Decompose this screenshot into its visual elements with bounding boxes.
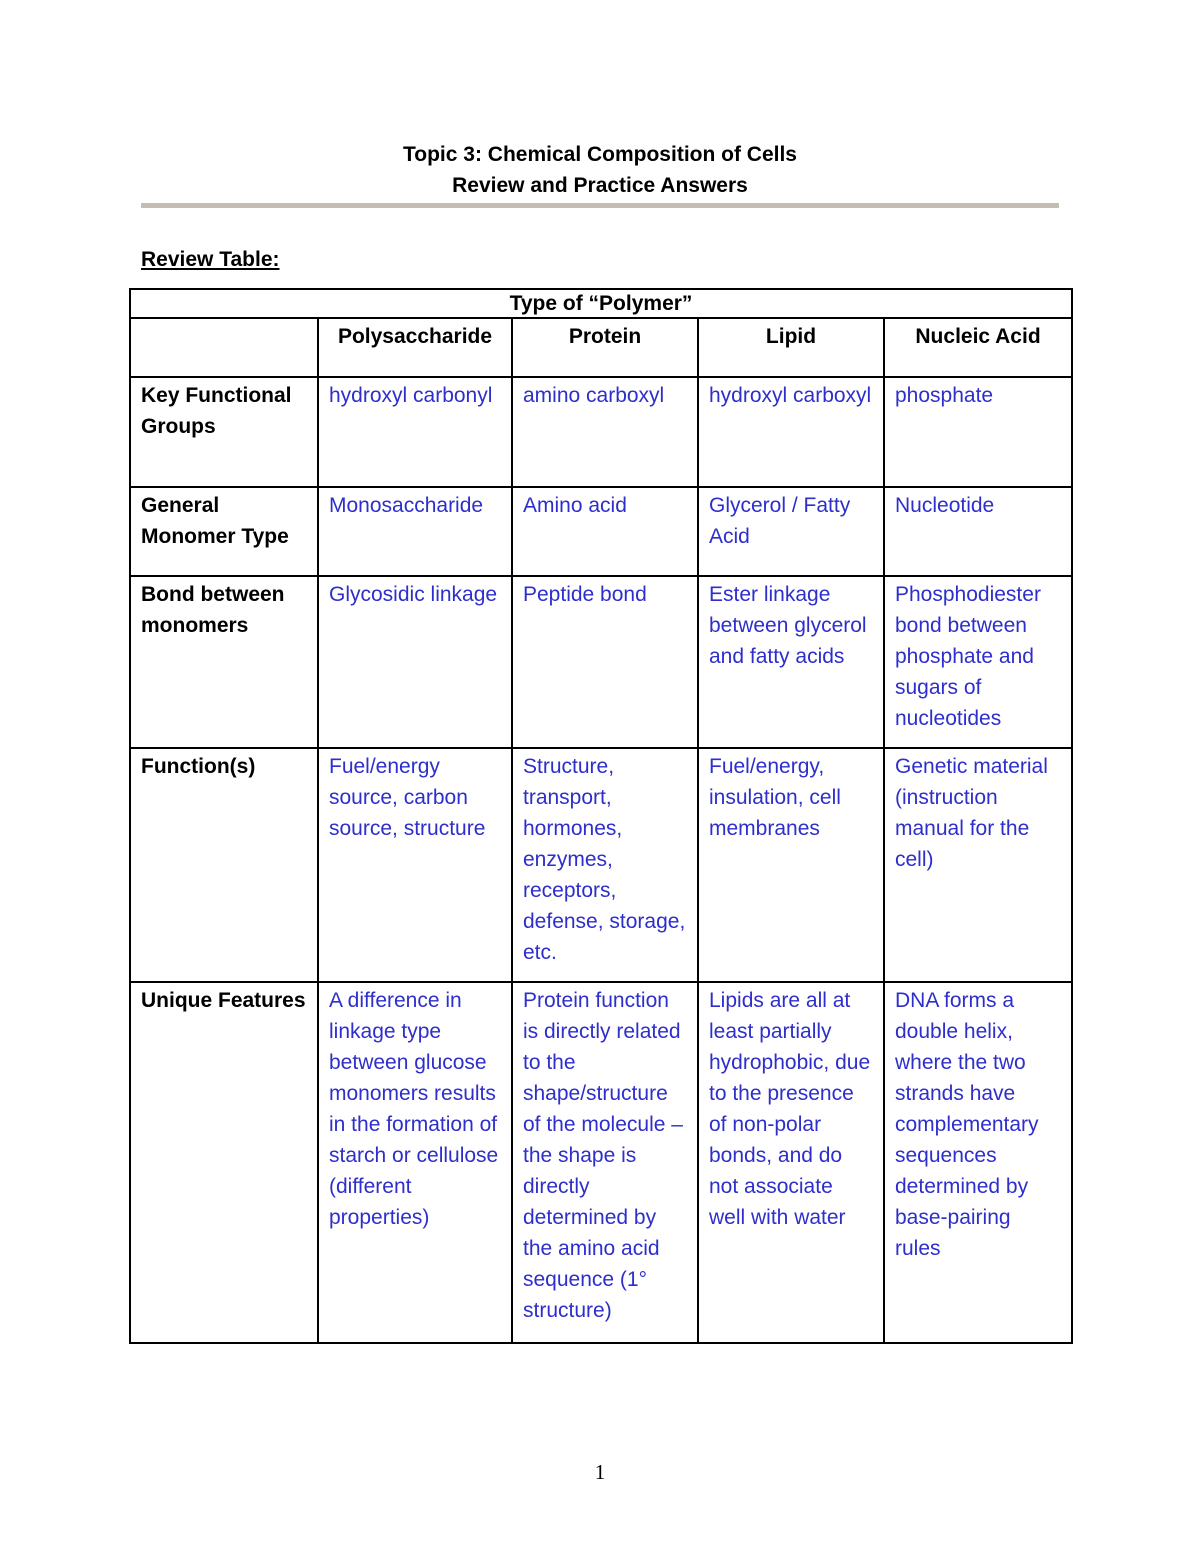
table-cell: Ester linkage between glycerol and fatty acids bbox=[698, 576, 884, 748]
row-header: Bond between monomers bbox=[130, 576, 318, 748]
table-cell: Fuel/energy, insulation, cell membranes bbox=[698, 748, 884, 982]
section-label: Review Table: bbox=[141, 248, 280, 271]
document-subtitle: Review and Practice Answers bbox=[452, 174, 748, 197]
table-cell: Nucleotide bbox=[884, 487, 1072, 576]
row-header: Function(s) bbox=[130, 748, 318, 982]
table-cell: amino carboxyl bbox=[512, 377, 698, 487]
empty-header-cell bbox=[130, 318, 318, 377]
column-header: Lipid bbox=[698, 318, 884, 377]
table-cell: Peptide bond bbox=[512, 576, 698, 748]
table-cell: Structure, transport, hormones, enzymes, receptors, defense, storage, etc. bbox=[512, 748, 698, 982]
table-cell: hydroxyl carboxyl bbox=[698, 377, 884, 487]
column-header: Polysaccharide bbox=[318, 318, 512, 377]
table-cell: Monosaccharide bbox=[318, 487, 512, 576]
title-divider bbox=[141, 203, 1059, 208]
table-cell: Lipids are all at least partially hydrophobic, due to the presence of non-polar bonds, and do not associate well with water bbox=[698, 982, 884, 1343]
table-cell: Fuel/energy source, carbon source, structure bbox=[318, 748, 512, 982]
table-cell: Amino acid bbox=[512, 487, 698, 576]
column-header: Protein bbox=[512, 318, 698, 377]
review-table bbox=[129, 288, 1073, 1344]
table-cell: A difference in linkage type between glucose monomers results in the formation of starch or cellulose (different properties) bbox=[318, 982, 512, 1343]
table-cell: Glycosidic linkage bbox=[318, 576, 512, 748]
table-cell: Phosphodiester bond between phosphate and sugars of nucleotides bbox=[884, 576, 1072, 748]
page-number: 1 bbox=[594, 1460, 606, 1484]
row-header: General Monomer Type bbox=[130, 487, 318, 576]
table-cell: Genetic material (instruction manual for the cell) bbox=[884, 748, 1072, 982]
row-header: Key Functional Groups bbox=[130, 377, 318, 487]
table-cell: DNA forms a double helix, where the two strands have complementary sequences determined by base-pairing rules bbox=[884, 982, 1072, 1343]
table-cell: Protein function is directly related to the shape/structure of the molecule – the shape is directly determined by the amino acid sequence (1° structure) bbox=[512, 982, 698, 1343]
table-cell: hydroxyl carbonyl bbox=[318, 377, 512, 487]
column-header: Nucleic Acid bbox=[884, 318, 1072, 377]
table-cell: phosphate bbox=[884, 377, 1072, 487]
document-title: Topic 3: Chemical Composition of Cells bbox=[403, 143, 797, 166]
row-header: Unique Features bbox=[130, 982, 318, 1343]
table-cell: Glycerol / Fatty Acid bbox=[698, 487, 884, 576]
table-super-header: Type of “Polymer” bbox=[130, 289, 1072, 318]
